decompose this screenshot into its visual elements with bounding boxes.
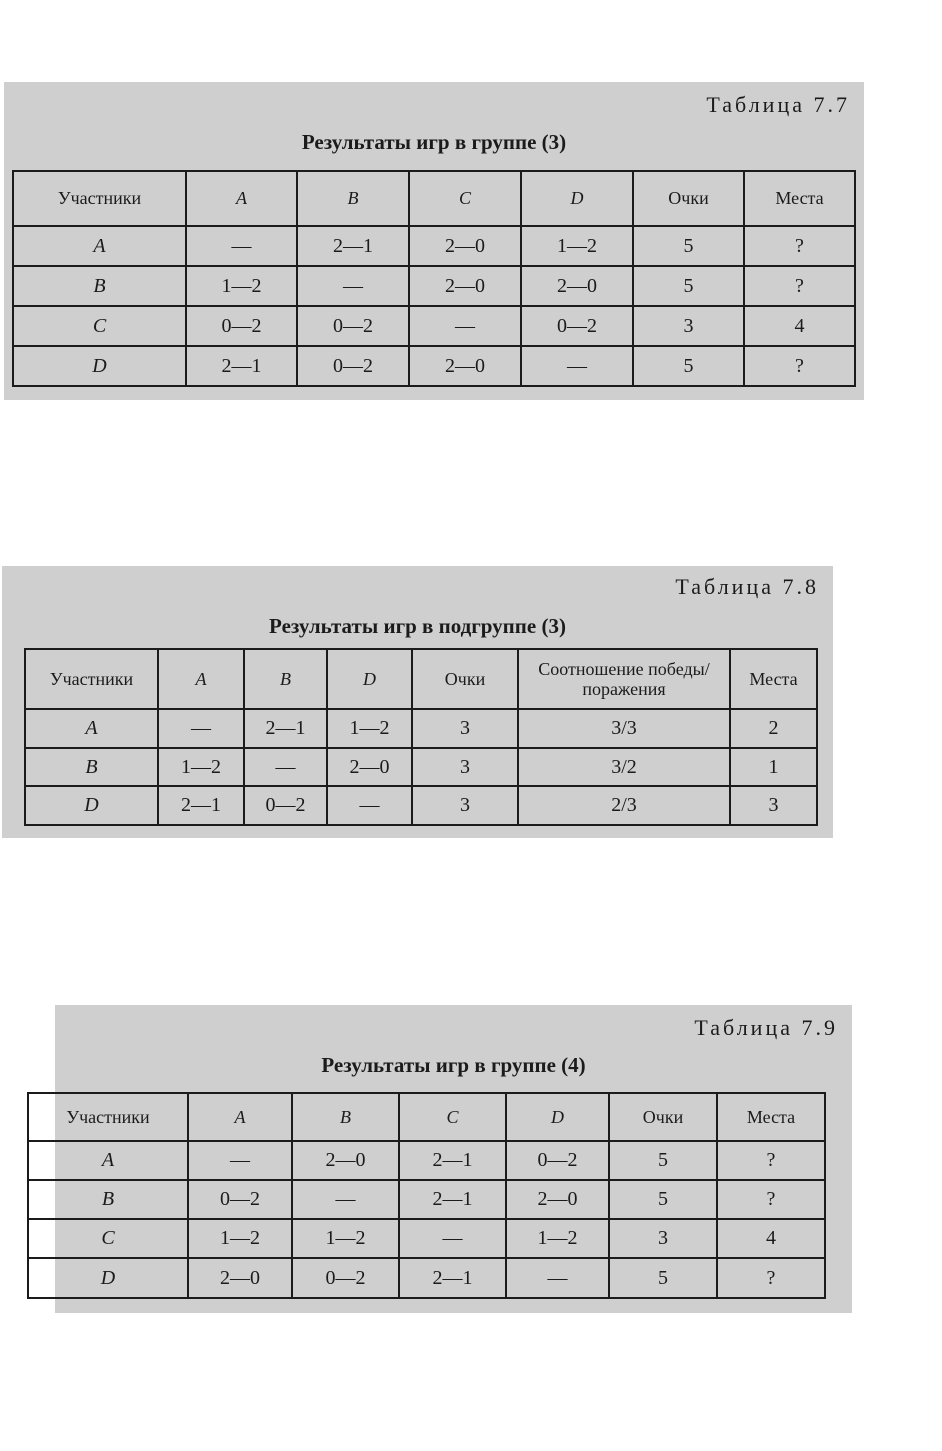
place-cell: ?	[744, 226, 855, 266]
table-title: Результаты игр в группе (4)	[321, 1053, 586, 1077]
table-number: Таблица 7.9	[694, 1015, 838, 1040]
header-cell: Соотношение победы/поражения	[518, 649, 730, 709]
table-row	[28, 1258, 825, 1298]
score-cell: 1—2	[158, 748, 244, 786]
score-cell: 1—2	[506, 1219, 609, 1258]
participant-cell: B	[28, 1180, 188, 1219]
score-cell: —	[186, 226, 297, 266]
score-cell: 2—0	[521, 266, 633, 306]
participant-cell: B	[13, 266, 186, 306]
score-cell: 0—2	[186, 306, 297, 346]
score-cell: 0—2	[506, 1141, 609, 1180]
header-cell: A	[158, 649, 244, 709]
header-cell: Очки	[412, 649, 518, 709]
score-cell: 2—1	[244, 709, 327, 748]
header-cell: Участники	[28, 1093, 188, 1141]
participant-cell: C	[28, 1219, 188, 1258]
place-cell: 4	[717, 1219, 825, 1258]
participant-cell: A	[13, 226, 186, 266]
score-cell: 0—2	[188, 1180, 292, 1219]
score-cell: 2—1	[158, 786, 244, 825]
score-cell: 2—0	[292, 1141, 399, 1180]
header-cell: Места	[730, 649, 817, 709]
table-block-7-7	[4, 82, 864, 400]
header-cell: D	[327, 649, 412, 709]
results-table-7-9	[27, 1092, 826, 1299]
participant-cell: D	[13, 346, 186, 386]
header-cell: Места	[744, 171, 855, 226]
score-cell: —	[399, 1219, 506, 1258]
score-cell: —	[292, 1180, 399, 1219]
table-row	[13, 346, 855, 386]
header-cell: B	[244, 649, 327, 709]
header-cell: A	[188, 1093, 292, 1141]
header-cell: B	[297, 171, 409, 226]
score-cell: 1—2	[292, 1219, 399, 1258]
points-cell: 5	[609, 1180, 717, 1219]
place-cell: ?	[744, 266, 855, 306]
table-title: Результаты игр в подгруппе (3)	[269, 614, 566, 638]
table-block-7-8	[2, 566, 833, 838]
header-cell: B	[292, 1093, 399, 1141]
table-row	[25, 748, 817, 786]
points-cell: 3	[412, 786, 518, 825]
points-cell: 5	[633, 346, 744, 386]
score-cell: —	[158, 709, 244, 748]
header-cell: C	[399, 1093, 506, 1141]
place-cell: 2	[730, 709, 817, 748]
points-cell: 3	[609, 1219, 717, 1258]
header-cell: Очки	[609, 1093, 717, 1141]
table-row	[13, 226, 855, 266]
header-row	[25, 649, 817, 709]
participant-cell: A	[25, 709, 158, 748]
place-cell: ?	[717, 1180, 825, 1219]
participant-cell: D	[25, 786, 158, 825]
score-cell: 0—2	[244, 786, 327, 825]
score-cell: —	[188, 1141, 292, 1180]
points-cell: 3	[412, 709, 518, 748]
score-cell: 2—1	[297, 226, 409, 266]
header-cell: Места	[717, 1093, 825, 1141]
points-cell: 5	[633, 266, 744, 306]
ratio-cell: 3/2	[518, 748, 730, 786]
points-cell: 5	[633, 226, 744, 266]
score-cell: 2—0	[409, 346, 521, 386]
score-cell: 2—0	[327, 748, 412, 786]
score-cell: 1—2	[327, 709, 412, 748]
place-cell: 4	[744, 306, 855, 346]
header-cell: Очки	[633, 171, 744, 226]
ratio-cell: 2/3	[518, 786, 730, 825]
header-row	[13, 171, 855, 226]
table-row	[25, 709, 817, 748]
table-row	[28, 1219, 825, 1258]
participant-cell: D	[28, 1258, 188, 1298]
participant-cell: B	[25, 748, 158, 786]
score-cell: 0—2	[292, 1258, 399, 1298]
place-cell: 3	[730, 786, 817, 825]
ratio-cell: 3/3	[518, 709, 730, 748]
points-cell: 5	[609, 1141, 717, 1180]
score-cell: —	[244, 748, 327, 786]
score-cell: 1—2	[521, 226, 633, 266]
score-cell: 0—2	[297, 346, 409, 386]
score-cell: —	[409, 306, 521, 346]
header-row	[28, 1093, 825, 1141]
table-row	[13, 266, 855, 306]
header-cell: C	[409, 171, 521, 226]
score-cell: 2—1	[399, 1141, 506, 1180]
score-cell: 2—1	[399, 1258, 506, 1298]
table-row	[28, 1180, 825, 1219]
place-cell: ?	[717, 1258, 825, 1298]
place-cell: 1	[730, 748, 817, 786]
table-number: Таблица 7.7	[706, 92, 850, 117]
score-cell: —	[297, 266, 409, 306]
header-cell: Участники	[25, 649, 158, 709]
header-cell: Участники	[13, 171, 186, 226]
score-cell: 2—1	[399, 1180, 506, 1219]
score-cell: 2—0	[506, 1180, 609, 1219]
participant-cell: C	[13, 306, 186, 346]
score-cell: 0—2	[521, 306, 633, 346]
score-cell: —	[521, 346, 633, 386]
header-cell: A	[186, 171, 297, 226]
results-table-7-8	[24, 648, 818, 826]
table-number: Таблица 7.8	[675, 574, 819, 599]
table-row	[25, 786, 817, 825]
score-cell: 2—0	[188, 1258, 292, 1298]
header-cell: D	[521, 171, 633, 226]
points-cell: 5	[609, 1258, 717, 1298]
points-cell: 3	[633, 306, 744, 346]
score-cell: —	[327, 786, 412, 825]
place-cell: ?	[744, 346, 855, 386]
score-cell: 1—2	[188, 1219, 292, 1258]
table-block-7-9	[55, 1005, 852, 1313]
score-cell: 2—0	[409, 266, 521, 306]
table-row	[13, 306, 855, 346]
score-cell: 2—0	[409, 226, 521, 266]
points-cell: 3	[412, 748, 518, 786]
header-cell: D	[506, 1093, 609, 1141]
score-cell: 0—2	[297, 306, 409, 346]
table-title: Результаты игр в группе (3)	[301, 130, 567, 154]
table-row	[28, 1141, 825, 1180]
score-cell: 1—2	[186, 266, 297, 306]
place-cell: ?	[717, 1141, 825, 1180]
score-cell: 2—1	[186, 346, 297, 386]
participant-cell: A	[28, 1141, 188, 1180]
score-cell: —	[506, 1258, 609, 1298]
results-table-7-7	[12, 170, 856, 387]
